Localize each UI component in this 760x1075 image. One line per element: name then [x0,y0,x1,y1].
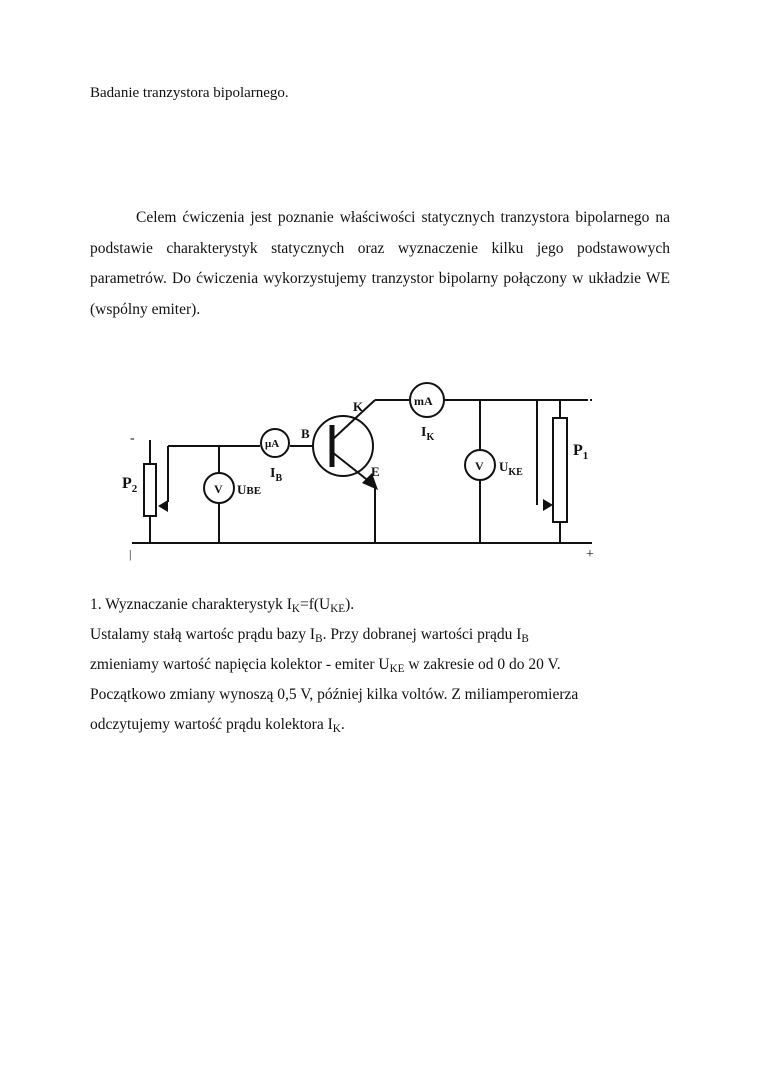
section-heading: 1. Wyznaczanie charakterystyk $I_K=f(U_{KE})$. [90,596,355,615]
base-label: B [301,426,310,441]
ube-label: UBE [237,482,262,497]
collector-label: K [353,399,364,414]
ik-label: $I_K$ [421,425,435,443]
p1-resistor [553,418,567,522]
p2-label: $P_2$ [122,475,138,495]
p1-wiper-arrow [543,499,553,511]
p2-wiper-arrow [158,500,168,512]
intro-paragraph [90,203,670,325]
document-title: Badanie tranzystora bipolarnego. [90,85,289,101]
uke-label: $U_{KE}$ [499,459,523,478]
p1-label: $P_1$ [573,442,589,462]
ib-label: $I_B$ [270,466,283,484]
milliammeter-symbol: mA [414,394,433,408]
section-line-3: zmieniamy wartość napięcia kolektor - emiter $U_{KE}$ w zakresie od 0 do 20 V. [90,656,561,675]
intro-text: Celem ćwiczenia jest poznanie właściwości statycznych tranzystora bipolarnego na podstawie charakterystyk statycznych oraz wyznaczenie kilku jego podstawowych parametrów. Do ćwiczenia wykorzystujemy tranzystor bipolarny połączony w układzie WE (wspólny emiter). [90,209,670,318]
microammeter-symbol: μA [265,438,280,450]
emitter-label: E [371,464,380,479]
transistor-body [313,416,373,476]
left-bottom-tick: | [129,547,132,561]
circuit-diagram [110,380,610,565]
ube-voltmeter-symbol: V [214,482,223,496]
minus-terminal: - [130,431,135,446]
section-line-4: Początkowo zmiany wynoszą 0,5 V, później kilka voltów. Z miliamperomierza [90,686,579,703]
section-1 [90,596,690,746]
plus-terminal: + [586,547,594,562]
p2-resistor [144,464,156,516]
section-line-5: odczytujemy wartość prądu kolektora $I_K$. [90,716,345,735]
section-line-2: Ustalamy stałą wartośc prądu bazy $I_B$. Przy dobranej wartości prądu $I_B$ [90,626,529,645]
uke-voltmeter-symbol: V [475,459,484,473]
